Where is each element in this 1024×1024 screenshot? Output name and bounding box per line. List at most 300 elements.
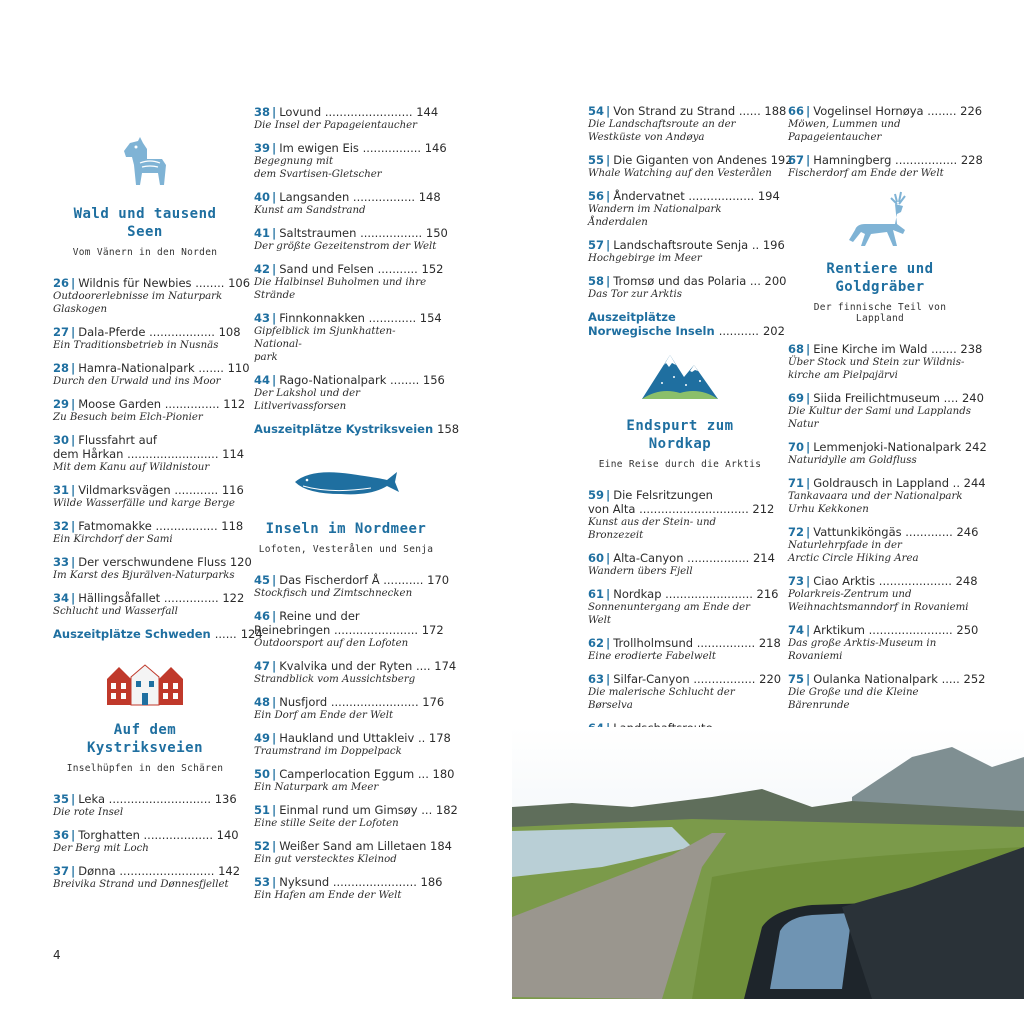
entry-description: Gipfelblick im Sjunkhatten-National- [254, 326, 396, 350]
section-header-rentiere [788, 190, 972, 324]
toc-entry [53, 519, 244, 546]
entry-divider: | [806, 440, 811, 454]
entry-page: 212 [752, 502, 775, 516]
entry-dots: ................. [693, 672, 756, 686]
entry-number: 37 [53, 864, 70, 878]
entry-number: 69 [788, 391, 805, 405]
entry-description: Wilde Wasserfälle und karge Berge [53, 498, 235, 509]
entry-page: 250 [956, 623, 979, 637]
toc-entry [254, 767, 455, 794]
entry-number: 61 [588, 587, 605, 601]
entry-dots: ........ [195, 276, 225, 290]
entry-title-line2: von Alta [588, 502, 636, 516]
entry-dots: .................. [149, 325, 215, 339]
entry-number: 38 [254, 105, 271, 119]
toc-entry [53, 276, 251, 316]
entry-description: Zu Besuch beim Elch-Pionier [53, 412, 203, 423]
entry-page: 184 [430, 839, 452, 853]
entry-title: Haukland und Uttakleiv [279, 731, 415, 745]
entry-description: Ein Traditionsbetrieb in Nusnäs [53, 340, 219, 351]
entry-title: Finnkonnakken [279, 311, 365, 325]
entry-divider: | [71, 433, 76, 447]
entry-dots: ... [421, 803, 433, 817]
entry-page: 200 [764, 274, 787, 288]
toc-entry [53, 325, 241, 352]
entry-divider: | [272, 190, 277, 204]
entry-page: 172 [421, 623, 444, 637]
toc-entry [588, 672, 782, 712]
entry-description: Wandern übers Fjell [588, 566, 693, 577]
entry-dots: ......................... [127, 447, 219, 461]
toc-entry [588, 636, 781, 663]
entry-title: Alta-Canyon [613, 551, 684, 565]
toc-entry [53, 828, 237, 855]
entry-divider: | [71, 591, 76, 605]
toc-entry [254, 105, 438, 132]
toc-entry [53, 433, 245, 474]
entry-divider: | [806, 104, 811, 118]
entry-description: Die Halbinsel Buholmen und ihre [254, 277, 427, 288]
toc-entry [588, 104, 787, 144]
entry-description-line2: Weihnachtsmanndorf in Rovaniemi [788, 602, 969, 613]
toc-entry [788, 440, 987, 467]
entry-page: 116 [221, 483, 244, 497]
entry-page: 180 [432, 767, 455, 781]
entry-divider: | [606, 587, 611, 601]
entry-title: Rago-Nationalpark [279, 373, 387, 387]
entry-dots: ............ [174, 483, 219, 497]
entry-number: 27 [53, 325, 70, 339]
entry-divider: | [806, 342, 811, 356]
entry-title: Das Fischerdorf Å [279, 573, 380, 587]
entry-divider: | [806, 672, 811, 686]
entry-number: 55 [588, 153, 605, 167]
entry-dots: ............. [368, 311, 417, 325]
toc-entry [588, 488, 775, 542]
entry-number: 47 [254, 659, 271, 673]
reindeer-icon [845, 190, 915, 250]
entry-dots: ............... [163, 591, 219, 605]
entry-title: Vattunkiköngäs [813, 525, 902, 539]
toc-entry [254, 311, 442, 364]
special-entry: Auszeitplätze Norwegische Inseln ........... 202 [588, 310, 785, 338]
toc-column-3 [588, 104, 793, 820]
toc-entry [254, 190, 441, 217]
special-entry: Auszeitplätze Kystriksveien 158 [254, 422, 460, 436]
entry-title: Oulanka Nationalpark [813, 672, 938, 686]
houses-icon [105, 663, 185, 707]
entry-page: 156 [422, 373, 445, 387]
entry-number: 32 [53, 519, 70, 533]
entry-title: Der verschwundene Fluss [78, 555, 227, 569]
entry-title: Im ewigen Eis [279, 141, 359, 155]
entry-page: 182 [435, 803, 458, 817]
entry-number: 28 [53, 361, 70, 375]
entry-page: 176 [422, 695, 445, 709]
entry-number: 29 [53, 397, 70, 411]
entry-description-line2: Urhu Kekkonen [788, 504, 869, 515]
landscape-photo [512, 727, 1024, 999]
entry-dots: ........ [390, 373, 420, 387]
entry-page: 242 [964, 440, 987, 454]
entry-number: 42 [254, 262, 271, 276]
entry-page: 142 [218, 864, 241, 878]
toc-entry [588, 153, 793, 180]
entry-number: 31 [53, 483, 70, 497]
entry-page: 140 [216, 828, 239, 842]
entry-number: 73 [788, 574, 805, 588]
toc-entry [788, 342, 983, 382]
entry-divider: | [272, 803, 277, 817]
entry-divider: | [71, 483, 76, 497]
entry-number: 66 [788, 104, 805, 118]
entry-divider: | [272, 839, 277, 853]
entry-divider: | [272, 311, 277, 325]
entry-dots: .................... [878, 574, 952, 588]
entry-number: 54 [588, 104, 605, 118]
entry-number: 44 [254, 373, 271, 387]
entry-dots: ........................ [665, 587, 753, 601]
entry-page: 214 [752, 551, 775, 565]
entry-dots: .. [952, 476, 960, 490]
entry-description: Breivika Strand und Dønnesfjellet [53, 879, 229, 890]
entry-dots: .............................. [639, 502, 749, 516]
entry-divider: | [606, 153, 611, 167]
entry-title: Fatmomakke [78, 519, 152, 533]
mountains-icon [640, 347, 720, 403]
entry-description: Ein Kirchdorf der Sami [53, 534, 173, 545]
entry-dots: .................. [688, 189, 755, 203]
entry-number: 60 [588, 551, 605, 565]
entry-number: 51 [254, 803, 271, 817]
toc-entry [53, 591, 245, 618]
toc-entry [254, 695, 445, 722]
entry-divider: | [606, 274, 611, 288]
entry-page: 170 [427, 573, 450, 587]
entry-divider: | [272, 609, 277, 623]
entry-description: Kunst aus der Stein- und Bronzezeit [588, 517, 717, 541]
entry-description: Mit dem Kanu auf Wildnistour [53, 462, 210, 473]
entry-page: 228 [960, 153, 983, 167]
entry-description-line2: Arctic Circle Hiking Area [788, 553, 919, 564]
entry-divider: | [806, 391, 811, 405]
entry-number: 58 [588, 274, 605, 288]
entry-dots: ........................ [330, 695, 419, 709]
entry-divider: | [272, 373, 277, 387]
entry-divider: | [806, 153, 811, 167]
entry-page: 118 [221, 519, 244, 533]
entry-dots: .. [751, 238, 760, 252]
entry-description: Strandblick vom Aussichtsberg [254, 674, 416, 685]
entry-description: Ein Hafen am Ende der Welt [254, 890, 402, 901]
entry-page: 148 [418, 190, 441, 204]
entry-page: 108 [218, 325, 241, 339]
entry-page: 106 [228, 276, 251, 290]
entry-divider: | [71, 828, 76, 842]
entry-title: Ciao Arktis [813, 574, 876, 588]
toc-entry [53, 864, 241, 891]
entry-title: Die Giganten von Andenes [613, 153, 767, 167]
entry-title: Dala-Pferde [78, 325, 146, 339]
entry-number: 49 [254, 731, 271, 745]
entry-page: 246 [956, 525, 979, 539]
entry-dots: ........................ [324, 105, 413, 119]
entry-number: 40 [254, 190, 271, 204]
entry-dots: ................. [352, 190, 416, 204]
entry-divider: | [71, 276, 76, 290]
entry-dots: ................. [895, 153, 958, 167]
entry-divider: | [71, 519, 76, 533]
entry-page: 136 [214, 792, 237, 806]
section-header-wald [53, 135, 237, 258]
entry-page: 114 [222, 447, 245, 461]
entry-title: Camperlocation Eggum [279, 767, 415, 781]
entry-title-line2: Reinebringen [254, 623, 331, 637]
entry-divider: | [272, 141, 277, 155]
entry-divider: | [71, 397, 76, 411]
entry-divider: | [606, 551, 611, 565]
entry-description: Tankavaara und der Nationalpark [788, 491, 963, 502]
entry-description: Whale Watching auf den Vesterålen [588, 168, 772, 179]
entry-title: Kvalvika und der Ryten [279, 659, 413, 673]
entry-description: Das große Arktis-Museum in Rovaniemi [788, 638, 937, 662]
entry-divider: | [71, 555, 76, 569]
entry-title: Trollholmsund [613, 636, 694, 650]
entry-description: Naturlehrpfade in der [788, 540, 902, 551]
entry-dots: ........... [377, 262, 418, 276]
entry-description: Fischerdorf am Ende der Welt [788, 168, 944, 179]
entry-number: 35 [53, 792, 70, 806]
section-header-nordkap [588, 347, 772, 470]
entry-number: 72 [788, 525, 805, 539]
entry-title: Nordkap [613, 587, 662, 601]
entry-page: 174 [434, 659, 457, 673]
entry-number: 34 [53, 591, 70, 605]
entry-title-line2: dem Hårkan [53, 447, 124, 461]
toc-column-4 [788, 104, 987, 721]
section-header-kystriksveien [53, 663, 237, 774]
section-title-line1: Auf dem [113, 722, 177, 738]
entry-divider: | [272, 105, 277, 119]
entry-divider: | [806, 525, 811, 539]
toc-entry [588, 238, 785, 265]
entry-number: 30 [53, 433, 70, 447]
entry-divider: | [606, 488, 611, 502]
section-title-line1: Endspurt zum [626, 418, 734, 434]
entry-number: 75 [788, 672, 805, 686]
section-header-nordmeer [254, 466, 438, 555]
toc-entry [588, 587, 779, 627]
entry-number: 39 [254, 141, 271, 155]
entry-divider: | [606, 104, 611, 118]
section-subtitle: Der finnische Teil von Lappland [813, 302, 947, 324]
toc-entry [788, 476, 986, 516]
entry-divider: | [272, 731, 277, 745]
toc-entry [254, 839, 452, 866]
entry-page: 146 [424, 141, 447, 155]
entry-description: Möwen, Lummen und [788, 119, 901, 130]
entry-page: 112 [223, 397, 246, 411]
entry-description: Das Tor zur Arktis [588, 289, 682, 300]
entry-title: Åndervatnet [613, 189, 685, 203]
entry-title: Leka [78, 792, 106, 806]
toc-entry [788, 391, 984, 431]
entry-divider: | [272, 875, 277, 889]
entry-dots: ...... [738, 104, 761, 118]
entry-divider: | [71, 792, 76, 806]
entry-number: 46 [254, 609, 271, 623]
entry-page: 218 [758, 636, 781, 650]
entry-title: Goldrausch in Lappland [813, 476, 950, 490]
entry-description: Die malerische Schlucht der Børselva [588, 687, 735, 711]
entry-number: 33 [53, 555, 70, 569]
entry-page: 252 [963, 672, 986, 686]
entry-description-line2: dem Svartisen-Gletscher [254, 169, 382, 180]
toc-entry [53, 792, 237, 819]
entry-description: Traumstrand im Doppelpack [254, 746, 402, 757]
entry-number: 50 [254, 767, 271, 781]
entry-title: Wildnis für Newbies [78, 276, 192, 290]
entry-title: Sand und Felsen [279, 262, 374, 276]
entry-description: Naturidylle am Goldfluss [788, 455, 917, 466]
entry-number: 43 [254, 311, 271, 325]
entry-title: Silfar-Canyon [613, 672, 690, 686]
entry-number: 26 [53, 276, 70, 290]
whale-icon [291, 466, 401, 500]
entry-title: Arktikum [813, 623, 865, 637]
entry-number: 57 [588, 238, 605, 252]
entry-divider: | [272, 262, 277, 276]
entry-dots: ... [749, 274, 761, 288]
toc-entry [254, 573, 450, 600]
entry-page: 150 [425, 226, 448, 240]
toc-entry [254, 803, 458, 830]
toc-entry [254, 141, 447, 181]
toc-entry [53, 397, 246, 424]
toc-entry [254, 659, 457, 686]
entry-page: 216 [756, 587, 779, 601]
entry-page: 122 [222, 591, 245, 605]
entry-title: Hällingsåfallet [78, 591, 161, 605]
entry-dots: ............. [905, 525, 953, 539]
entry-dots: .... [415, 659, 431, 673]
toc-entry [588, 551, 775, 578]
entry-page: 110 [227, 361, 250, 375]
entry-number: 67 [788, 153, 805, 167]
section-title-line1: Wald und tausend [73, 206, 217, 222]
entry-dots: ................ [362, 141, 422, 155]
entry-divider: | [806, 476, 811, 490]
entry-description: Begegnung mit [254, 156, 334, 167]
entry-divider: | [606, 189, 611, 203]
entry-title: Siida Freilichtmuseum [813, 391, 940, 405]
special-entry: Auszeitplätze Schweden ...... 124 [53, 627, 263, 641]
entry-description: Ein gut verstecktes Kleinod [254, 854, 397, 865]
entry-title: Saltstraumen [279, 226, 357, 240]
entry-description-line2: Westküste von Andøya [588, 132, 705, 143]
entry-divider: | [272, 573, 277, 587]
entry-title: Vildmarksvägen [78, 483, 171, 497]
entry-number: 36 [53, 828, 70, 842]
entry-title: Lemmenjoki-Nationalpark [813, 440, 962, 454]
section-subtitle: Eine Reise durch die Arktis [598, 459, 762, 470]
entry-dots: ..... [941, 672, 960, 686]
entry-page: 244 [963, 476, 986, 490]
entry-page: 248 [955, 574, 978, 588]
toc-entry [53, 555, 252, 582]
entry-dots: ................. [687, 551, 750, 565]
entry-page: 194 [757, 189, 780, 203]
section-subtitle: Inselhüpfen in den Schären [66, 763, 224, 774]
entry-description: Outdoorerlebnisse im Naturpark [53, 291, 223, 302]
entry-dots: ........... [383, 573, 424, 587]
entry-divider: | [71, 361, 76, 375]
entry-description-line2: Strände [254, 290, 296, 301]
entry-title: Einmal rund um Gimsøy [279, 803, 418, 817]
entry-description: Polarkreis-Zentrum und [788, 589, 912, 600]
entry-description: Die rote Insel [53, 807, 124, 818]
entry-description: Der größte Gezeitenstrom der Welt [254, 241, 437, 252]
entry-description-line2: Natur [788, 419, 819, 430]
entry-description: Ein Dorf am Ende der Welt [254, 710, 394, 721]
entry-description: Ein Naturpark am Meer [254, 782, 379, 793]
section-subtitle: Lofoten, Vesterålen und Senja [258, 544, 434, 555]
toc-entry [254, 875, 443, 902]
entry-description: Hochgebirge im Meer [588, 253, 702, 264]
entry-page: 186 [420, 875, 443, 889]
toc-entry [788, 623, 979, 663]
entry-description-line2: Papageientaucher [788, 132, 882, 143]
entry-divider: | [272, 695, 277, 709]
entry-description: Die Große und die Kleine Bärenrunde [788, 687, 919, 711]
entry-description: Über Stock und Stein zur Wildnis- [788, 357, 965, 368]
toc-entry [588, 189, 780, 229]
toc-entry [53, 483, 244, 510]
entry-page: 240 [961, 391, 984, 405]
entry-title: Langsanden [279, 190, 350, 204]
section-title-line2: Seen [127, 224, 163, 240]
section-title-line2: Goldgräber [835, 279, 925, 295]
entry-page: 152 [421, 262, 444, 276]
entry-dots: ................... [143, 828, 213, 842]
entry-page: 238 [960, 342, 983, 356]
section-title-line1: Rentiere und [826, 261, 934, 277]
entry-title: Tromsø und das Polaria [613, 274, 747, 288]
entry-dots: .. [417, 731, 426, 745]
entry-dots: ............... [164, 397, 220, 411]
entry-description: Sonnenuntergang am Ende der Welt [588, 602, 751, 626]
entry-page: 188 [764, 104, 787, 118]
entry-number: 70 [788, 440, 805, 454]
toc-entry [788, 672, 986, 712]
entry-divider: | [806, 574, 811, 588]
entry-dots: .......................... [119, 864, 215, 878]
toc-entry [254, 373, 445, 413]
entry-divider: | [272, 226, 277, 240]
entry-number: 41 [254, 226, 271, 240]
entry-number: 59 [588, 488, 605, 502]
entry-dots: ....................... [332, 875, 417, 889]
toc-entry [788, 153, 983, 180]
toc-entry [788, 574, 978, 614]
entry-description: Schlucht und Wasserfall [53, 606, 178, 617]
entry-divider: | [606, 636, 611, 650]
entry-description: Der Berg mit Loch [53, 843, 149, 854]
entry-title: Eine Kirche im Wald [813, 342, 928, 356]
entry-description: Eine erodierte Fabelwelt [588, 651, 716, 662]
entry-divider: | [272, 659, 277, 673]
entry-title: Hamningberg [813, 153, 892, 167]
